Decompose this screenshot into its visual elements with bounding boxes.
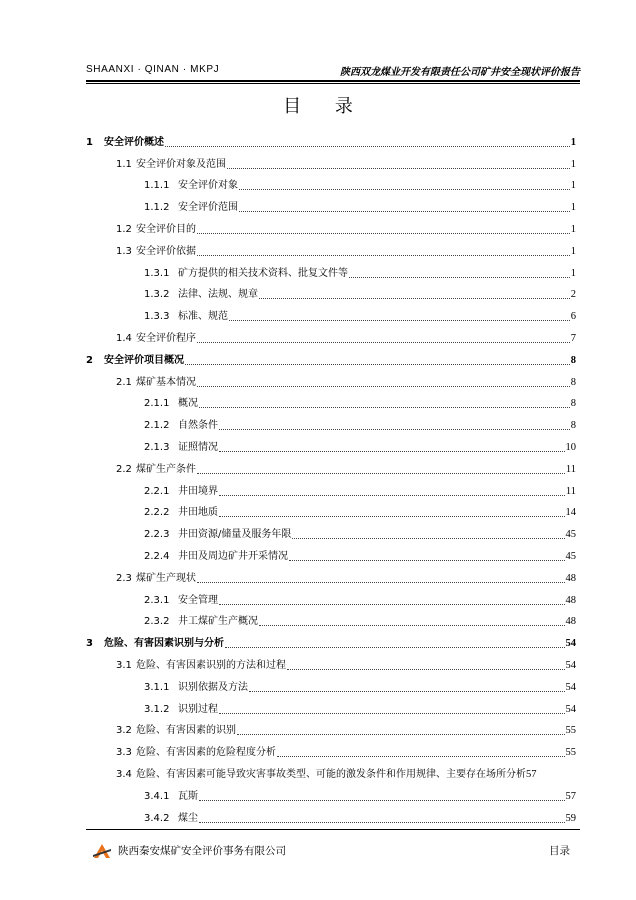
toc-entry-number: 1.3.3 bbox=[144, 311, 170, 323]
toc-entry[interactable] bbox=[86, 738, 576, 760]
toc-entry-number: 2.3 bbox=[116, 572, 132, 584]
header-code: SHAANXI · QINAN · MKPJ bbox=[86, 64, 220, 75]
toc-entry[interactable] bbox=[86, 433, 576, 455]
toc-entry-label: 井田境界 bbox=[178, 485, 218, 497]
toc-entry-number: 1.1.2 bbox=[144, 202, 170, 214]
toc-entry-number: 1.1 bbox=[116, 158, 132, 170]
toc-entry[interactable] bbox=[86, 128, 576, 150]
toc-entry-label: 安全评价程序 bbox=[136, 332, 196, 344]
toc-entry[interactable] bbox=[86, 520, 576, 542]
toc-dot-leader bbox=[197, 255, 570, 256]
toc-entry-number: 2.3.2 bbox=[144, 616, 170, 628]
toc-entry-label: 自然条件 bbox=[178, 420, 218, 432]
toc-entry[interactable] bbox=[86, 193, 576, 215]
toc-entry-page: 54 bbox=[565, 659, 576, 671]
toc-entry[interactable] bbox=[86, 172, 576, 194]
toc-entry-label: 安全评价概述 bbox=[104, 136, 164, 148]
toc-entry-page: 1 bbox=[570, 202, 576, 214]
toc-entry[interactable] bbox=[86, 629, 576, 651]
toc-entry-number: 2.2.2 bbox=[144, 507, 170, 519]
toc-entry[interactable] bbox=[86, 237, 576, 259]
toc-entry-label: 危险、有害因素识别与分析 bbox=[104, 638, 224, 650]
toc-dot-leader bbox=[239, 211, 570, 212]
toc-entry[interactable] bbox=[86, 150, 576, 172]
toc-entry-label: 井工煤矿生产概况 bbox=[178, 616, 258, 628]
toc-dot-leader bbox=[197, 386, 570, 387]
toc-entry-page: 11 bbox=[565, 485, 576, 497]
toc-entry-number: 1.4 bbox=[116, 332, 132, 344]
toc-entry-label: 瓦斯 bbox=[178, 790, 198, 802]
footer-company: 陕西秦安煤矿安全评价事务有限公司 bbox=[118, 845, 286, 857]
toc-entry-number: 3.4 bbox=[116, 768, 132, 780]
toc-entry[interactable] bbox=[86, 695, 576, 717]
toc-dot-leader bbox=[227, 168, 570, 169]
toc-entry-label: 安全评价目的 bbox=[136, 223, 196, 235]
toc-entry-page: 57 bbox=[526, 768, 537, 780]
toc-entry-label: 概况 bbox=[178, 398, 198, 410]
toc-entry[interactable] bbox=[86, 324, 576, 346]
toc-entry-page: 8 bbox=[570, 376, 576, 388]
toc-dot-leader bbox=[219, 429, 570, 430]
footer-rule bbox=[86, 829, 580, 830]
toc-entry-page: 55 bbox=[565, 747, 576, 759]
toc-entry-label: 煤矿生产现状 bbox=[136, 572, 196, 584]
toc-entry-page: 14 bbox=[565, 507, 576, 519]
company-logo-icon bbox=[92, 840, 112, 860]
toc-entry-number: 1.1.1 bbox=[144, 180, 170, 192]
toc-dot-leader bbox=[287, 669, 565, 670]
toc-entry[interactable] bbox=[86, 281, 576, 303]
toc-entry-number: 1.3.1 bbox=[144, 267, 170, 279]
toc-entry-number: 1.2 bbox=[116, 223, 132, 235]
toc-dot-leader bbox=[197, 233, 570, 234]
toc-entry[interactable] bbox=[86, 411, 576, 433]
toc-dot-leader bbox=[199, 822, 565, 823]
toc-entry-number: 2 bbox=[86, 354, 93, 366]
table-of-contents bbox=[86, 128, 576, 826]
toc-entry-page: 1 bbox=[570, 267, 576, 279]
toc-entry[interactable] bbox=[86, 804, 576, 826]
toc-entry[interactable] bbox=[86, 673, 576, 695]
toc-dot-leader bbox=[197, 342, 570, 343]
toc-entry-number: 3.1.2 bbox=[144, 703, 170, 715]
toc-entry-label: 煤矿生产条件 bbox=[136, 463, 196, 475]
toc-entry-number: 3.1 bbox=[116, 659, 132, 671]
page-header bbox=[86, 60, 580, 80]
toc-entry-page: 45 bbox=[565, 550, 576, 562]
toc-entry-number: 2.2.4 bbox=[144, 550, 170, 562]
toc-entry-page: 1 bbox=[570, 136, 576, 148]
toc-entry-label: 识别依据及方法 bbox=[178, 681, 248, 693]
toc-dot-leader bbox=[249, 691, 565, 692]
header-rule-thin bbox=[86, 83, 580, 84]
toc-entry[interactable] bbox=[86, 542, 576, 564]
toc-entry-page: 55 bbox=[565, 725, 576, 737]
toc-entry-label: 证照情况 bbox=[178, 441, 218, 453]
toc-entry[interactable] bbox=[86, 346, 576, 368]
toc-entry-page: 1 bbox=[570, 158, 576, 170]
toc-entry-number: 2.2.3 bbox=[144, 529, 170, 541]
toc-entry-label: 井田地质 bbox=[178, 507, 218, 519]
toc-entry-number: 2.1.3 bbox=[144, 441, 170, 453]
toc-entry[interactable] bbox=[86, 760, 576, 782]
toc-entry-page: 48 bbox=[565, 616, 576, 628]
toc-entry[interactable] bbox=[86, 586, 576, 608]
toc-entry[interactable] bbox=[86, 782, 576, 804]
toc-entry-page: 54 bbox=[565, 638, 576, 650]
toc-dot-leader bbox=[259, 625, 565, 626]
toc-dot-leader bbox=[185, 364, 570, 365]
toc-entry-page: 8 bbox=[570, 354, 576, 366]
toc-entry[interactable] bbox=[86, 477, 576, 499]
toc-entry-label: 识别过程 bbox=[178, 703, 218, 715]
toc-entry-page: 7 bbox=[570, 332, 576, 344]
toc-entry-page: 54 bbox=[565, 703, 576, 715]
toc-entry[interactable] bbox=[86, 651, 576, 673]
toc-dot-leader bbox=[349, 277, 570, 278]
toc-dot-leader bbox=[197, 582, 565, 583]
toc-dot-leader bbox=[219, 604, 565, 605]
toc-entry[interactable] bbox=[86, 368, 576, 390]
toc-entry-number: 3.4.1 bbox=[144, 790, 170, 802]
toc-dot-leader bbox=[239, 189, 570, 190]
toc-entry-page: 54 bbox=[565, 681, 576, 693]
toc-dot-leader bbox=[219, 495, 565, 496]
toc-dot-leader bbox=[219, 516, 565, 517]
toc-entry-label: 井田资源/储量及服务年限 bbox=[178, 529, 292, 541]
toc-entry-label: 安全评价对象及范围 bbox=[136, 158, 226, 170]
toc-dot-leader bbox=[277, 756, 565, 757]
toc-entry-page: 8 bbox=[570, 398, 576, 410]
toc-entry-page: 57 bbox=[565, 790, 576, 802]
toc-entry-label: 矿方提供的相关技术资料、批复文件等 bbox=[178, 267, 348, 279]
header-report-title: 陕西双龙煤业开发有限责任公司矿井安全现状评价报告 bbox=[340, 67, 580, 78]
toc-dot-leader bbox=[219, 451, 565, 452]
toc-entry-number: 2.1.1 bbox=[144, 398, 170, 410]
footer-section-label: 目录 bbox=[549, 845, 570, 857]
toc-entry-page: 48 bbox=[565, 572, 576, 584]
toc-dot-leader bbox=[292, 538, 564, 539]
toc-dot-leader bbox=[199, 407, 570, 408]
toc-entry-number: 2.2 bbox=[116, 463, 132, 475]
toc-entry-label: 安全评价范围 bbox=[178, 202, 238, 214]
toc-entry[interactable] bbox=[86, 608, 576, 630]
toc-entry-label: 安全评价依据 bbox=[136, 245, 196, 257]
toc-entry-page: 59 bbox=[565, 812, 576, 824]
toc-entry-label: 煤尘 bbox=[178, 812, 198, 824]
toc-entry-label: 危险、有害因素的危险程度分析 bbox=[136, 747, 276, 759]
toc-entry-label: 安全评价对象 bbox=[178, 180, 238, 192]
toc-entry[interactable] bbox=[86, 215, 576, 237]
toc-entry-page: 48 bbox=[565, 594, 576, 606]
toc-entry-label: 危险、有害因素的识别 bbox=[136, 725, 236, 737]
toc-entry-page: 8 bbox=[570, 420, 576, 432]
toc-entry[interactable] bbox=[86, 259, 576, 281]
toc-entry-number: 3.2 bbox=[116, 725, 132, 737]
toc-entry-page: 2 bbox=[570, 289, 576, 301]
toc-entry-page: 6 bbox=[570, 311, 576, 323]
toc-entry-label: 危险、有害因素可能导致灾害事故类型、可能的激发条件和作用规律、主要存在场所分析 bbox=[136, 768, 526, 780]
toc-entry-number: 2.1.2 bbox=[144, 420, 170, 432]
toc-entry[interactable] bbox=[86, 499, 576, 521]
toc-entry[interactable] bbox=[86, 455, 576, 477]
toc-dot-leader bbox=[165, 146, 570, 147]
toc-entry-page: 11 bbox=[565, 463, 576, 475]
toc-entry-page: 10 bbox=[565, 441, 576, 453]
toc-entry-number: 1.3.2 bbox=[144, 289, 170, 301]
toc-entry-page: 1 bbox=[570, 180, 576, 192]
toc-dot-leader bbox=[225, 647, 565, 648]
toc-dot-leader bbox=[237, 734, 565, 735]
toc-entry-page: 45 bbox=[565, 529, 576, 541]
toc-dot-leader bbox=[229, 320, 570, 321]
toc-entry-label: 井田及周边矿井开采情况 bbox=[178, 550, 288, 562]
toc-entry-page: 1 bbox=[570, 245, 576, 257]
toc-entry-number: 3.3 bbox=[116, 747, 132, 759]
toc-entry-number: 2.2.1 bbox=[144, 485, 170, 497]
toc-dot-leader bbox=[259, 298, 570, 299]
toc-entry-label: 法律、法规、规章 bbox=[178, 289, 258, 301]
toc-dot-leader bbox=[289, 560, 565, 561]
toc-entry-number: 1 bbox=[86, 136, 93, 148]
toc-entry-number: 1.3 bbox=[116, 245, 132, 257]
toc-entry-number: 2.1 bbox=[116, 376, 132, 388]
toc-entry-number: 2.3.1 bbox=[144, 594, 170, 606]
toc-entry-number: 3 bbox=[86, 638, 93, 650]
toc-dot-leader bbox=[219, 713, 565, 714]
toc-entry[interactable] bbox=[86, 390, 576, 412]
toc-dot-leader bbox=[199, 800, 565, 801]
toc-entry[interactable] bbox=[86, 717, 576, 739]
toc-entry[interactable] bbox=[86, 564, 576, 586]
toc-entry-number: 3.4.2 bbox=[144, 812, 170, 824]
page-title: 目 录 bbox=[283, 96, 367, 117]
toc-dot-leader bbox=[197, 473, 565, 474]
header-rule bbox=[86, 80, 580, 82]
toc-entry-label: 危险、有害因素识别的方法和过程 bbox=[136, 659, 286, 671]
toc-entry-number: 3.1.1 bbox=[144, 681, 170, 693]
toc-entry-label: 标准、规范 bbox=[178, 311, 228, 323]
toc-entry-label: 煤矿基本情况 bbox=[136, 376, 196, 388]
toc-entry-page: 1 bbox=[570, 223, 576, 235]
toc-entry[interactable] bbox=[86, 302, 576, 324]
toc-entry-label: 安全评价项目概况 bbox=[104, 354, 184, 366]
toc-entry-label: 安全管理 bbox=[178, 594, 218, 606]
